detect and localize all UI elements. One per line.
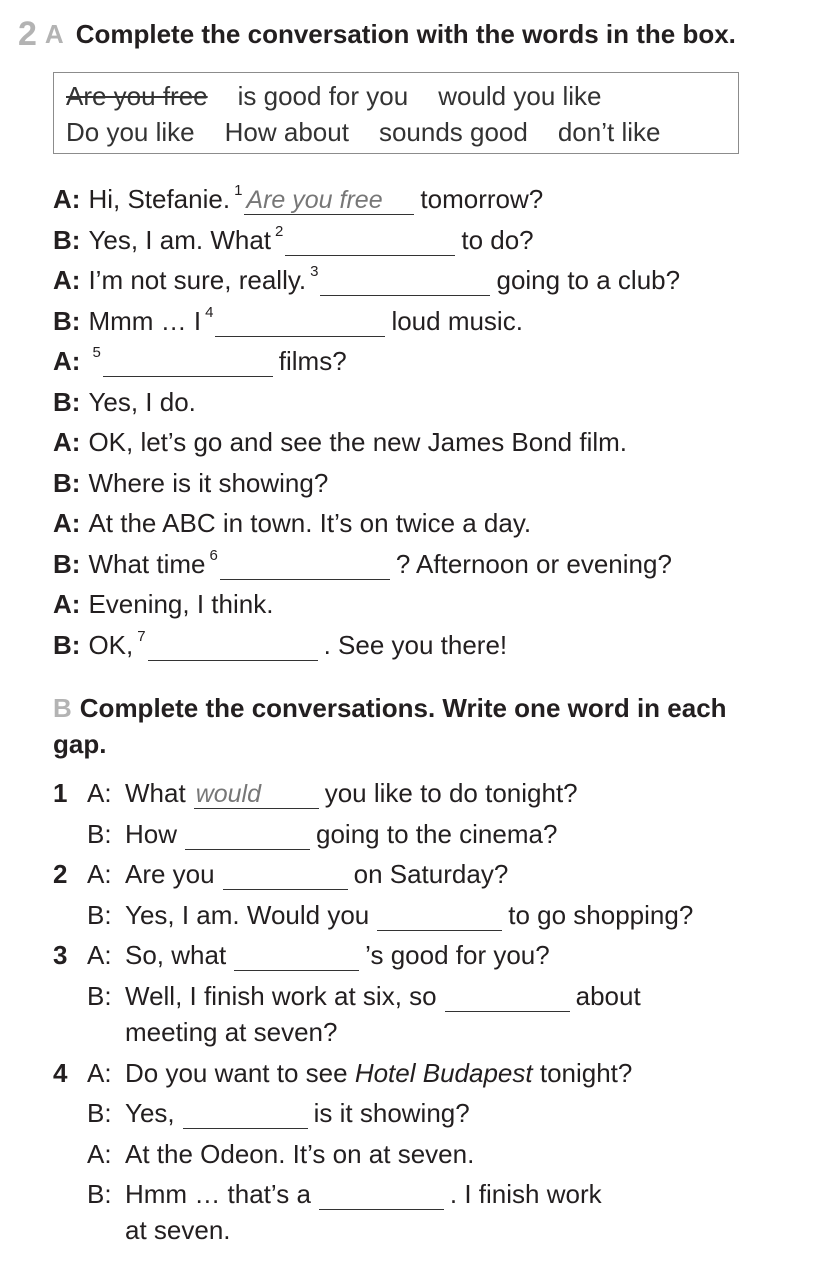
word-box-row-2	[66, 115, 690, 149]
word-box-row-1	[66, 79, 632, 113]
answer-gap[interactable]	[234, 944, 359, 971]
word-option: don’t like	[557, 116, 661, 147]
answer-gap[interactable]	[320, 269, 490, 296]
answer-gap[interactable]	[319, 1183, 444, 1210]
word-box	[53, 72, 739, 154]
dialogue-line: B: Mmm … I 4 loud music.	[53, 303, 523, 336]
b-dialogue-line: B: How going to the cinema?	[87, 818, 558, 849]
exercise-number: 2	[18, 14, 37, 53]
word-option: Are you free	[66, 80, 208, 111]
dialogue-line: A: At the ABC in town. It’s on twice a day.	[53, 507, 532, 538]
word-option: Do you like	[66, 116, 195, 147]
example-answer: Are you free	[246, 185, 383, 214]
b-dialogue-line: B: Hmm … that’s a . I finish work	[87, 1178, 602, 1209]
b-dialogue-line: B: Well, I finish work at six, so about	[87, 980, 641, 1011]
b-dialogue-line: B: Yes, is it showing?	[87, 1097, 470, 1128]
answer-gap[interactable]	[185, 823, 310, 850]
dialogue-line: A: Hi, Stefanie. 1 Are you free tomorrow?	[53, 181, 544, 214]
word-option: is good for you	[237, 80, 409, 111]
answer-gap[interactable]	[215, 310, 385, 337]
section-letter-b: B	[53, 693, 72, 723]
dialogue-line: B: OK, 7 . See you there!	[53, 627, 508, 660]
answer-gap[interactable]	[194, 779, 319, 809]
dialogue-line: B: Where is it showing?	[53, 467, 329, 498]
word-option: sounds good	[378, 116, 528, 147]
example-answer: would	[195, 779, 262, 808]
dialogue-line: B: What time 6 ? Afternoon or evening?	[53, 546, 672, 579]
dialogue-line: B: Yes, I do.	[53, 386, 196, 417]
word-option: How about	[224, 116, 349, 147]
answer-gap[interactable]	[103, 350, 273, 377]
b-dialogue-line: 2 A: Are you on Saturday?	[53, 858, 509, 889]
b-dialogue-line: 3 A: So, what ’s good for you?	[53, 939, 550, 970]
instruction-a: Complete the conversation with the words in the box.	[75, 18, 736, 49]
dialogue-line: B: Yes, I am. What 2 to do?	[53, 222, 534, 255]
word-option: would you like	[438, 80, 602, 111]
b-dialogue-line: 1 A: What would you like to do tonight?	[53, 777, 578, 808]
b-continuation: meeting at seven?	[125, 1016, 338, 1047]
dialogue-line: A: OK, let’s go and see the new James Bond film.	[53, 426, 628, 457]
b-continuation: at seven.	[125, 1214, 231, 1245]
b-dialogue-line: A: At the Odeon. It’s on at seven.	[87, 1138, 475, 1169]
b-dialogue-line: 4 A: Do you want to see Hotel Budapest tonight?	[53, 1057, 633, 1088]
exercise-heading	[18, 14, 736, 54]
answer-gap[interactable]	[148, 634, 318, 661]
answer-gap[interactable]	[183, 1102, 308, 1129]
dialogue-line: A: I’m not sure, really. 3 going to a club?	[53, 262, 681, 295]
section-letter-a: A	[44, 18, 64, 49]
film-title: Hotel Budapest	[354, 1057, 533, 1088]
answer-gap[interactable]	[377, 904, 502, 931]
answer-gap[interactable]	[244, 185, 414, 215]
dialogue-line: A: 5 films?	[53, 343, 347, 376]
answer-gap[interactable]	[445, 985, 570, 1012]
answer-gap[interactable]	[285, 229, 455, 256]
dialogue-line: A: Evening, I think.	[53, 588, 274, 619]
instruction-b: B Complete the conversations. Write one word in each gap.	[53, 693, 727, 759]
answer-gap[interactable]	[220, 553, 390, 580]
answer-gap[interactable]	[223, 863, 348, 890]
b-dialogue-line: B: Yes, I am. Would you to go shopping?	[87, 899, 694, 930]
